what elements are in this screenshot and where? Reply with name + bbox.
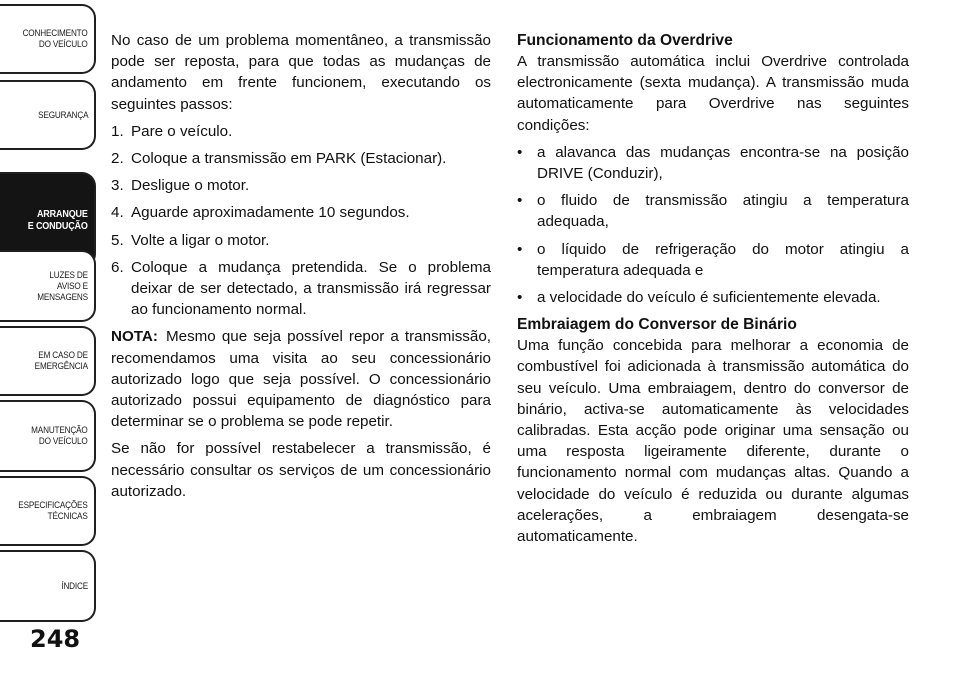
tab-label: ESPECIFICAÇÕES TÉCNICAS xyxy=(18,500,88,522)
step-number: 5. xyxy=(111,231,124,249)
step-number: 4. xyxy=(111,204,124,222)
overdrive-intro: A transmissão automática inclui Overdrive controlada electronicamente (sexta mudança). A transmissão muda automaticamente para Overdrive nas seguintes condições: xyxy=(517,53,909,134)
bullet-text: a velocidade do veículo é suficientemente elevada. xyxy=(537,289,881,307)
step-item xyxy=(111,202,491,223)
list-item xyxy=(517,142,909,184)
tab-indice[interactable] xyxy=(0,550,96,622)
step-number: 2. xyxy=(111,150,124,168)
note-paragraph xyxy=(111,326,491,432)
step-item xyxy=(111,121,491,142)
tab-label: ÍNDICE xyxy=(61,580,88,592)
tab-label: CONHECIMENTO DO VEÍCULO xyxy=(23,28,88,50)
tab-manutencao-do-veiculo[interactable] xyxy=(0,400,96,472)
bullet-icon: • xyxy=(517,143,523,161)
step-text: Coloque a mudança pretendida. Se o problema deixar de ser detectado, a transmissão irá regressar ao funcionamento normal. xyxy=(131,258,491,319)
list-item xyxy=(517,190,909,232)
tab-especificacoes-tecnicas[interactable] xyxy=(0,476,96,546)
step-text: Coloque a transmissão em PARK (Estacionar). xyxy=(131,150,447,168)
list-item xyxy=(517,239,909,281)
intro-paragraph: No caso de um problema momentâneo, a transmissão pode ser reposta, para que todas as mudanças de andamento em frente funcionem, executando os seguintes passos: xyxy=(111,32,491,113)
bullet-icon: • xyxy=(517,240,523,258)
tab-label: LUZES DE AVISO E MENSAGENS xyxy=(37,269,88,303)
step-text: Volte a ligar o motor. xyxy=(131,231,270,249)
step-number: 1. xyxy=(111,122,124,140)
tab-label: SEGURANÇA xyxy=(37,109,88,121)
tab-em-caso-de-emergencia[interactable] xyxy=(0,326,96,396)
tab-label: ARRANQUE E CONDUÇÃO xyxy=(28,208,88,232)
step-item xyxy=(111,175,491,196)
tab-label: MANUTENÇÃO DO VEÍCULO xyxy=(31,425,88,447)
tab-seguranca[interactable] xyxy=(0,80,96,150)
converter-paragraph: Uma função concebida para melhorar a economia de combustível foi adicionada à transmissão automática do seu veículo. Uma embraiagem, dentro do conversor de binário, activa-se automaticamente às velocidades calibradas. Esta acção pode originar uma sensação ou uma resposta ligeiramente diferente, durante o funcionamento normal com mudanças altas. Quando a velocidade do veículo é reduzida ou durante algumas acelerações, a embraiagem desengata-se automaticamente. xyxy=(517,337,909,546)
bullet-text: o líquido de refrigeração do motor atingiu a temperatura adequada e xyxy=(537,240,909,279)
step-number: 6. xyxy=(111,258,124,276)
step-item xyxy=(111,230,491,251)
list-item xyxy=(517,287,909,308)
converter-heading: Embraiagem do Conversor de Binário xyxy=(517,316,797,334)
step-number: 3. xyxy=(111,177,124,195)
step-text: Aguarde aproximadamente 10 segundos. xyxy=(131,204,410,222)
note-label: NOTA: xyxy=(111,328,158,346)
tab-label: EM CASO DE EMERGÊNCIA xyxy=(34,350,88,372)
page-number: 248 xyxy=(30,625,81,653)
closing-paragraph: Se não for possível restabelecer a transmissão, é necessário consultar os serviços de um concessionário autorizado. xyxy=(111,440,491,500)
bullet-text: o fluido de transmissão atingiu a temperatura adequada, xyxy=(537,192,909,231)
bullet-icon: • xyxy=(517,192,523,210)
overdrive-heading: Funcionamento da Overdrive xyxy=(517,32,733,49)
step-item xyxy=(111,148,491,169)
step-item xyxy=(111,257,491,321)
left-column xyxy=(111,30,491,508)
bullet-icon: • xyxy=(517,289,523,307)
tab-luzes-de-aviso-e-mensagens[interactable] xyxy=(0,250,96,322)
step-text: Desligue o motor. xyxy=(131,177,250,195)
note-text: Mesmo que seja possível repor a transmissão, recomendamos uma visita ao seu concessionário autorizado logo que seja possível. O concessionário autorizado possui equipamento de diagnóstico para determinar se o problema se pode repetir. xyxy=(111,328,491,431)
tab-conhecimento-do-veiculo[interactable] xyxy=(0,4,96,74)
bullet-text: a alavanca das mudanças encontra-se na posição DRIVE (Conduzir), xyxy=(537,143,909,183)
right-column xyxy=(517,30,909,553)
step-text: Pare o veículo. xyxy=(131,122,233,140)
chapter-tab-sidebar xyxy=(0,0,100,678)
